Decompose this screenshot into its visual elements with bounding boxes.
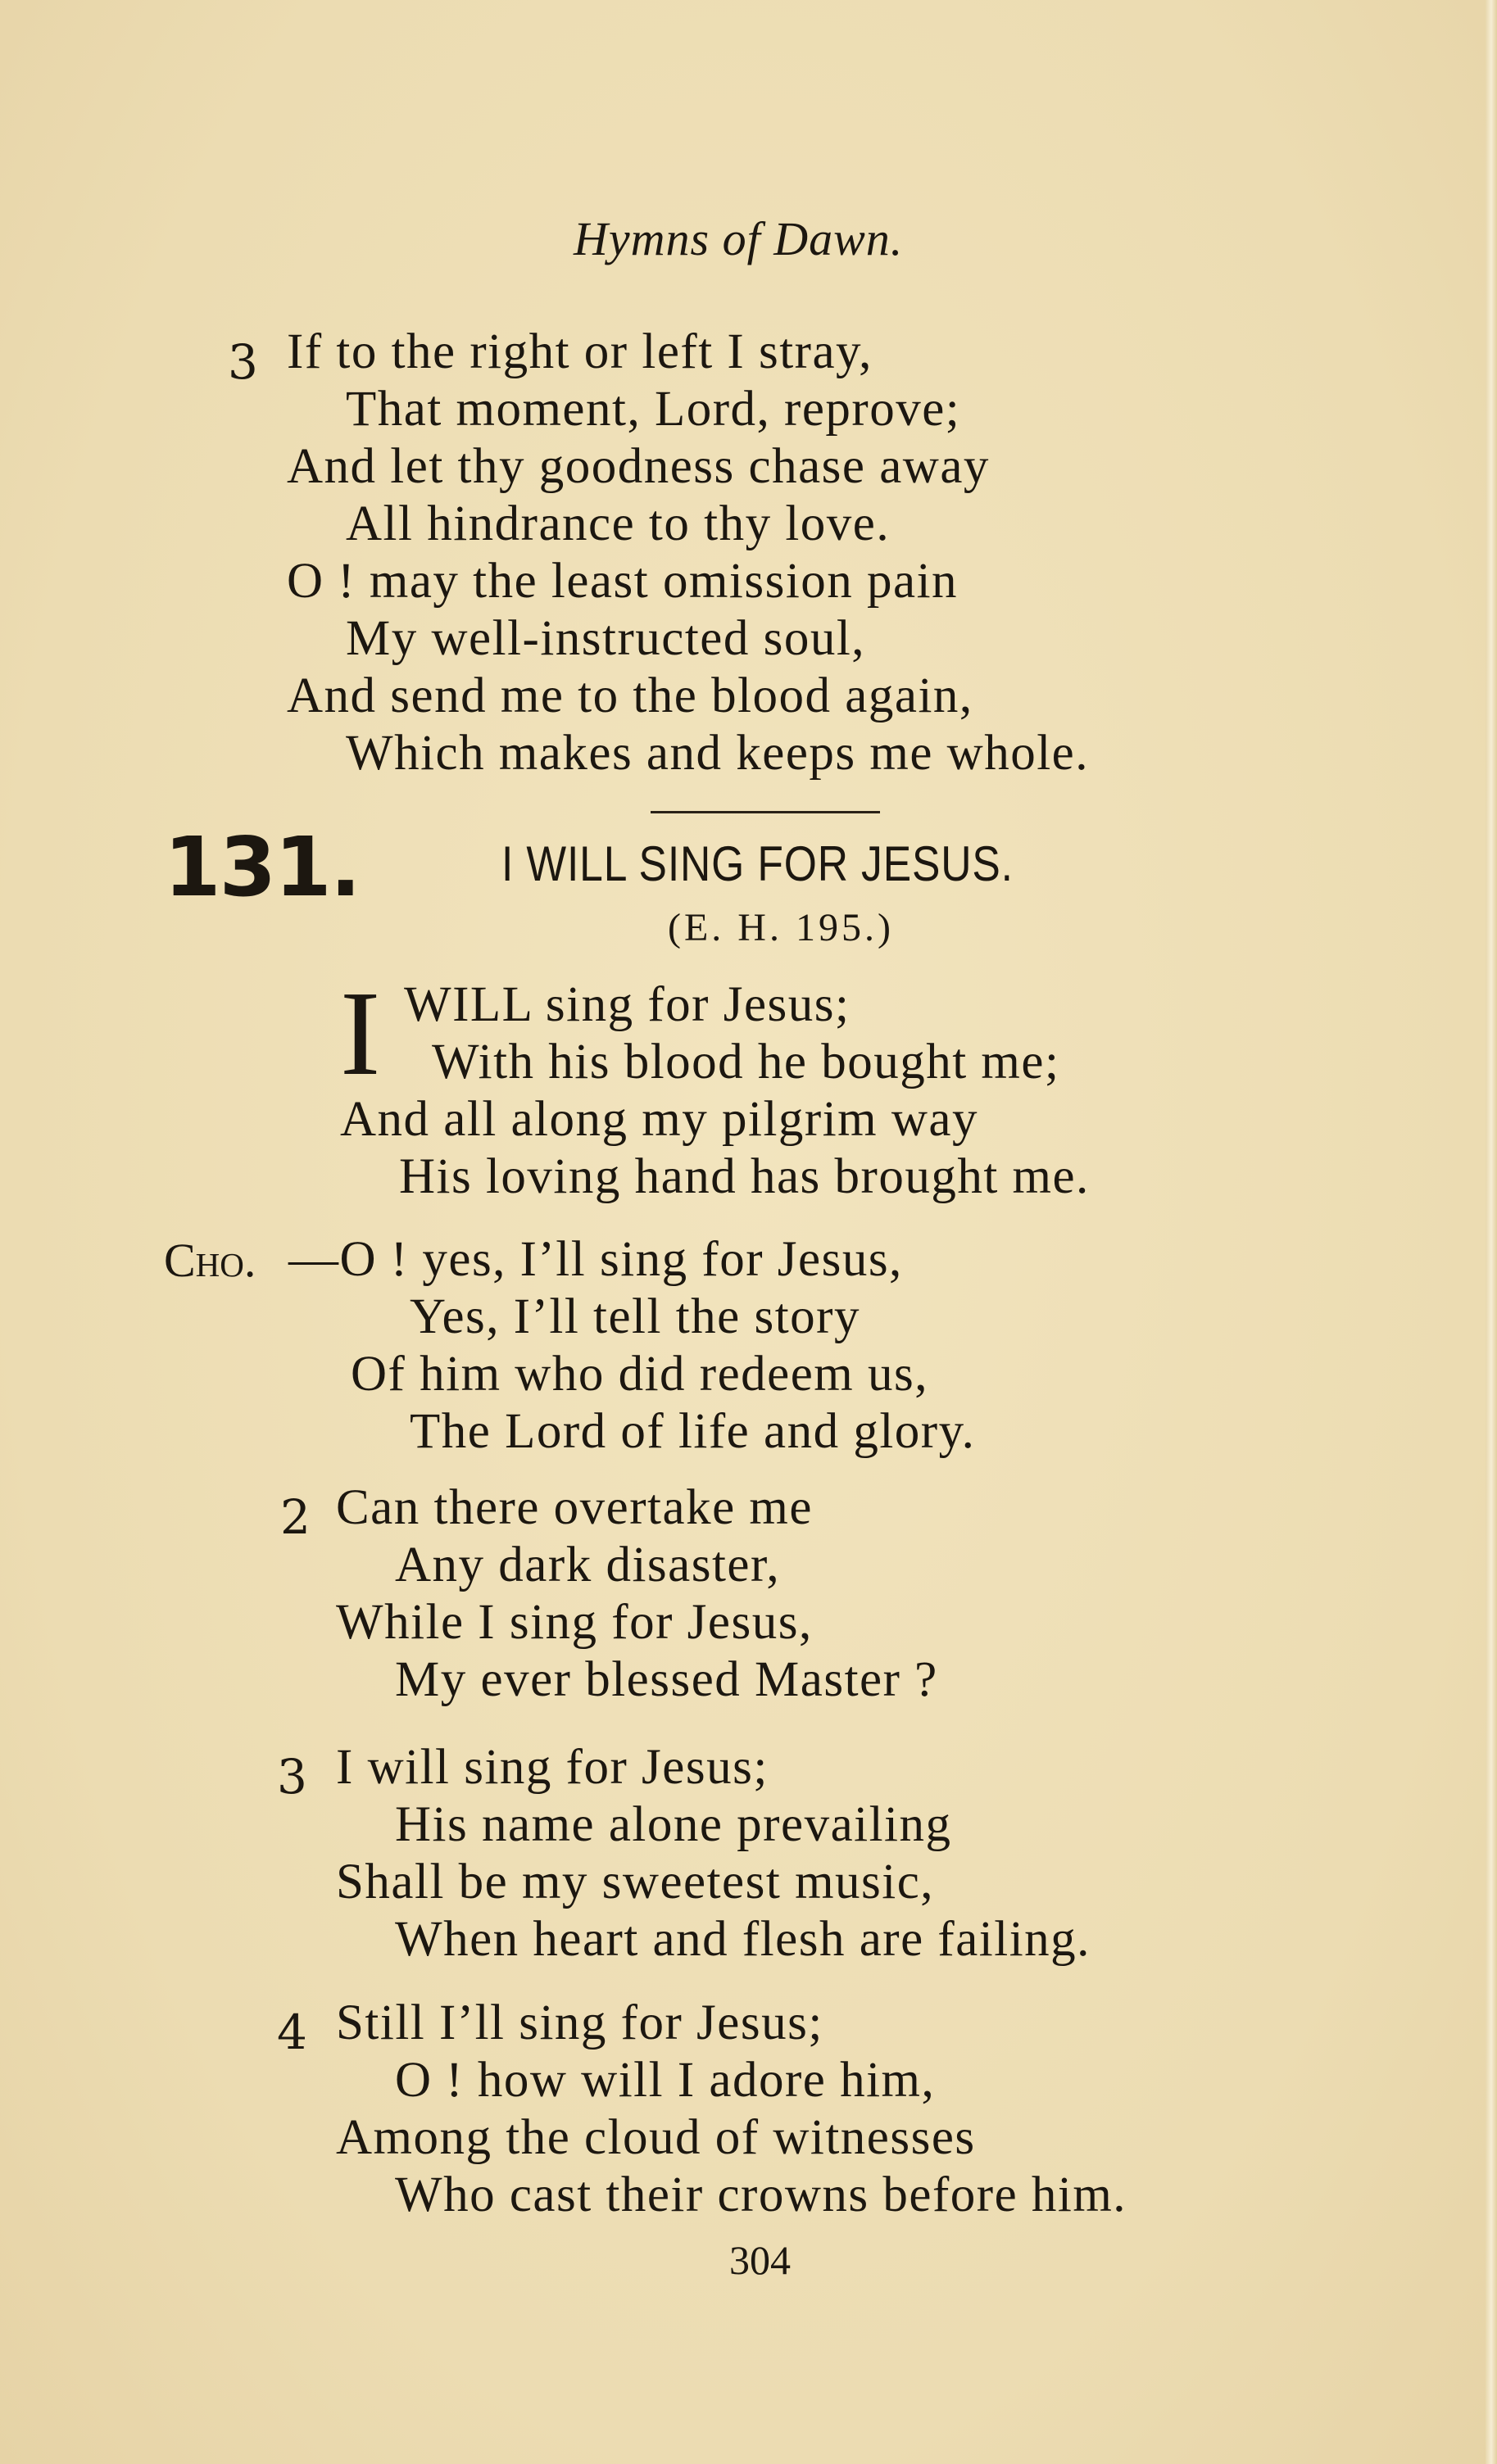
verse-line: WILL sing for Jesus; (404, 977, 851, 1032)
verse-line: When heart and flesh are failing. (395, 1912, 1091, 1967)
stanza-number: 3 (228, 334, 258, 390)
verse-line: Still I’ll sing for Jesus; (336, 1995, 823, 2050)
verse-line: All hindrance to thy love. (346, 496, 891, 551)
section-divider (651, 811, 880, 813)
chorus-continued (351, 1289, 975, 1461)
verse-line: I will sing for Jesus; (336, 1740, 769, 1795)
verse-line: —O ! yes, I’ll sing for Jesus, (288, 1232, 903, 1287)
hymn-reference: (E. H. 195.) (668, 906, 894, 949)
verse-line: The Lord of life and glory. (410, 1404, 976, 1459)
verse-line: Who cast their crowns before him. (395, 2167, 1127, 2222)
chorus-label: Cho. (164, 1234, 256, 1287)
stanza-number: 3 (277, 1749, 307, 1805)
verse-line: Can there overtake me (336, 1480, 813, 1535)
verse-line: While I sing for Jesus, (336, 1595, 813, 1650)
running-head: Hymns of Dawn. (574, 212, 904, 265)
verse-line: Among the cloud of witnesses (336, 2110, 976, 2165)
chorus (288, 1231, 903, 1289)
verse-line: His name alone prevailing (395, 1797, 952, 1852)
verse-line: That moment, Lord, reprove; (346, 382, 961, 437)
stanza-3 (336, 1739, 1091, 1968)
verse-line: Of him who did redeem us, (351, 1347, 928, 1402)
page-edge (1486, 0, 1497, 2464)
drop-cap: I (340, 967, 381, 1101)
verse-line: Shall be my sweetest music, (336, 1855, 935, 1909)
verse-line: If to the right or left I stray, (287, 324, 873, 379)
stanza-number: 4 (277, 2004, 307, 2060)
verse-line: My ever blessed Master ? (395, 1652, 938, 1707)
stanza-4 (336, 1995, 1127, 2224)
prev-hymn-stanza (287, 324, 1089, 782)
verse-line: My well-instructed soul, (346, 611, 866, 666)
stanza-1 (340, 976, 1090, 1206)
verse-line: Yes, I’ll tell the story (410, 1289, 860, 1344)
verse-line: Any dark disaster, (395, 1538, 781, 1592)
stanza-2 (336, 1479, 938, 1709)
verse-line: And send me to the blood again, (287, 668, 973, 723)
verse-line: And all along my pilgrim way (340, 1092, 978, 1147)
verse-line: O ! how will I adore him, (395, 2053, 936, 2108)
verse-line: Which makes and keeps me whole. (346, 726, 1089, 781)
stanza-number: 2 (280, 1489, 311, 1545)
verse-line: O ! may the least omission pain (287, 554, 959, 609)
hymn-number: 131. (164, 819, 360, 915)
page-number: 304 (729, 2237, 791, 2283)
hymn-title: I WILL SING FOR JESUS. (501, 836, 1014, 891)
verse-line: With his blood he bought me; (432, 1035, 1060, 1089)
verse-line: And let thy goodness chase away (287, 439, 990, 494)
verse-line: His loving hand has brought me. (399, 1149, 1090, 1204)
